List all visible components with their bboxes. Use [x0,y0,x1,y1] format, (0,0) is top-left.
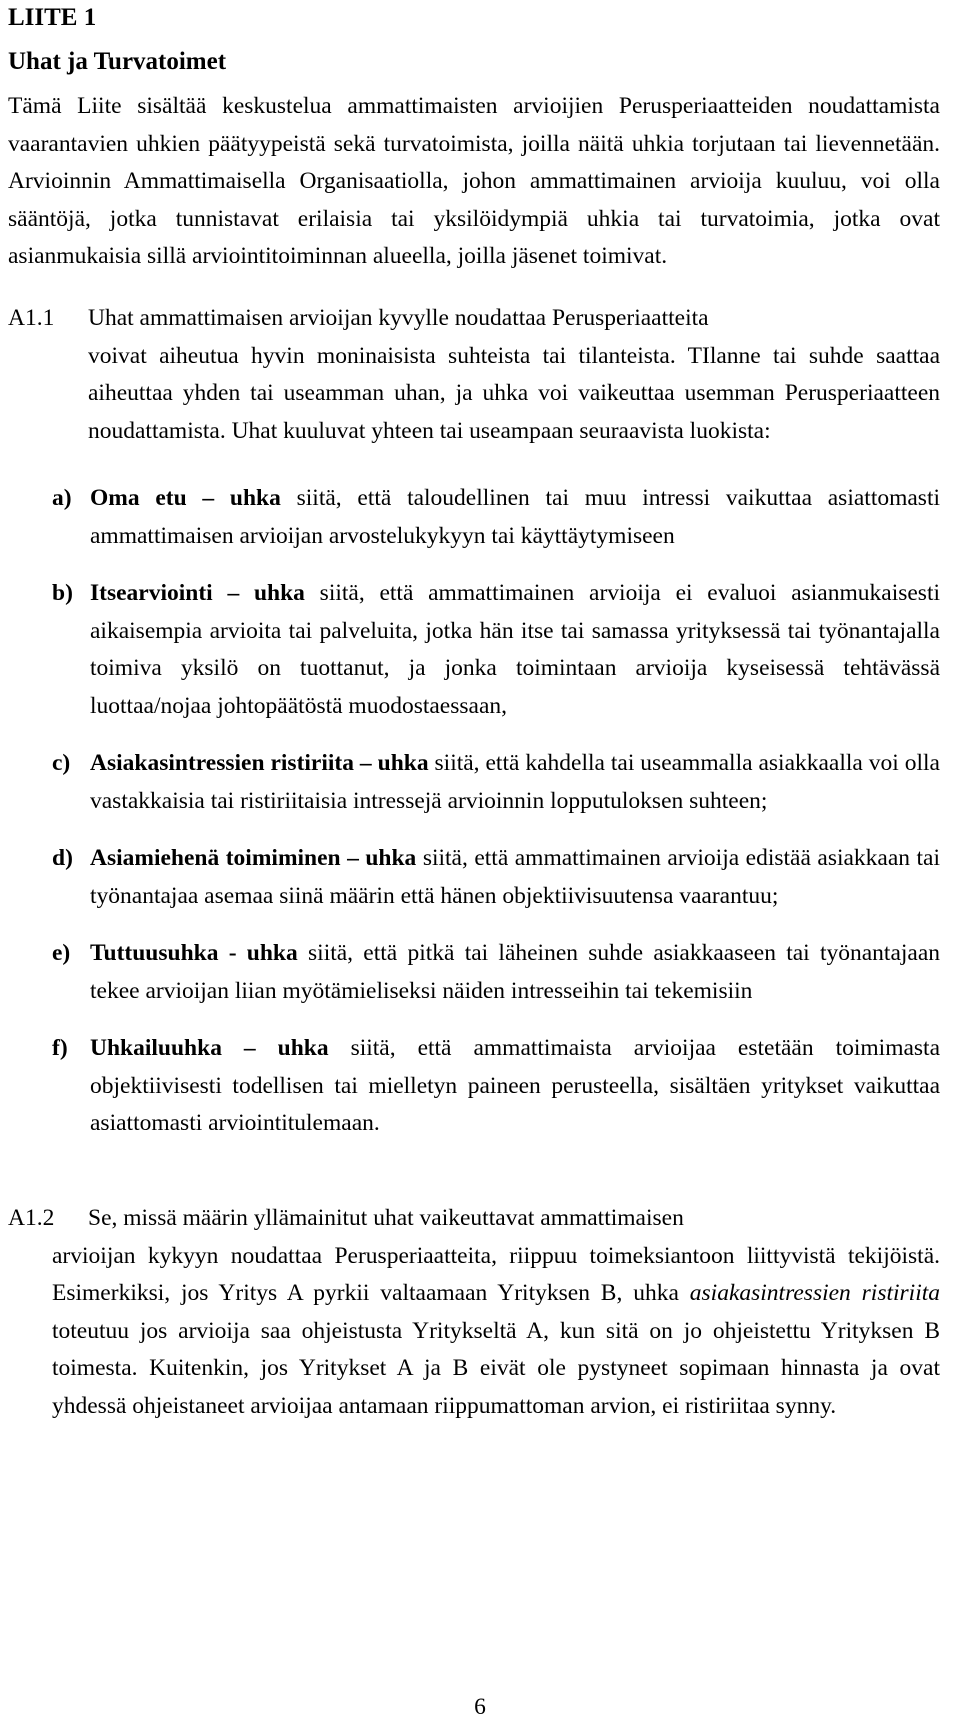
threat-item [52,575,940,725]
paragraph-text [8,1238,940,1426]
paragraph-a1-1 [8,300,940,450]
threat-list [52,480,940,1143]
threat-text: siitä, että kahdella tai useammalla asiakkaalla voi olla vastakkaisia tai ristiriitaisia intressejä arvioinnin lopputuloksen suhteen; [90,750,940,814]
threat-letter: a) [52,485,72,511]
threat-name: Asiamiehenä toimiminen – uhka [90,845,417,871]
threat-text: siitä, että pitkä tai läheinen suhde asiakkaaseen tai työnantajaan tekee arvioijan liian myötämieliseksi näiden intresseihin tai tekemisiin [90,940,941,1004]
threat-item [52,745,940,820]
threat-text: siitä, että ammattimaista arvioijaa estetään toimimasta objektiivisesti todellisen tai mielletyn paineen perusteella, sisältäen yritykset vaikuttaa asiattomasti arviointitulemaan. [90,1035,941,1136]
appendix-title: LIITE 1 [8,4,97,31]
threat-item [52,1030,940,1143]
threat-letter: e) [52,940,71,966]
paragraph-number: A1.2 [8,1205,55,1231]
threat-letter: f) [52,1035,68,1061]
paragraph-a1-2 [8,1200,940,1425]
threat-text: siitä, että ammattimainen arvioija ei evaluoi asianmukaisesti aikaisempia arvioita tai palveluita, jotka hän itse tai samassa yrityksessä tai työnantajalla toimiva yksilö on tuottanut, ja jonka toimintaan arvioija kyseisessä tehtävässä luottaa/nojaa johtopäätöstä muodostaessaan, [90,580,940,719]
section-heading: Uhat ja Turvatoimet [8,48,227,75]
threat-name: Asiakasintressien ristiriita – uhka [90,750,429,776]
paragraph-first-line: Uhat ammattimaisen arvioijan kyvylle noudattaa Perusperiaatteita [88,305,709,331]
threat-item [52,840,940,915]
page-number: 6 [474,1694,486,1720]
threat-item [52,480,940,555]
threat-name: Tuttuusuhka - uhka [90,940,298,966]
paragraph-text: voivat aiheutua hyvin moninaisista suhteista tai tilanteista. TIlanne tai suhde saattaa aiheuttaa yhden tai useamman uhan, ja uhka voi vaikeuttaa usemman Perusperiaatteen noudattamista. Uhat kuuluvat yhteen tai useampaan seuraavista luokista: [88,342,940,444]
paragraph-text-before: arvioijan kykyyn noudattaa Perusperiaatteita, riippuu toimeksiantoon liittyvistä tekijöistä. Esimerkiksi, jos Yritys A pyrkii valtaamaan Yrityksen B, uhka [52,1242,940,1306]
threat-text: siitä, että taloudellinen tai muu intressi vaikuttaa asiattomasti ammattimaisen arvioijan arvostelukykyyn tai käyttäytymiseen [90,485,941,549]
threat-letter: d) [52,845,73,871]
threat-letter: c) [52,750,71,776]
threat-item [52,935,940,1010]
intro-paragraph: Tämä Liite sisältää keskustelua ammattimaisten arvioijien Perusperiaatteiden noudattamista vaarantavien uhkien päätyypeistä sekä turvatoimista, joilla näitä uhkia torjutaan tai lievennetään. Arvioinnin Ammattimaisella Organisaatiolla, johon ammattimainen arvioija kuuluu, voi olla sääntöjä, jotka tunnistavat erilaisia tai yksilöidympiä uhkia tai turvatoimia, jotka ovat asianmukaisia sillä arviointitoiminnan alueella, joilla jäsenet toimivat. [8,93,940,269]
threat-letter: b) [52,580,73,606]
threat-text: siitä, että ammattimainen arvioija edistää asiakkaan tai työnantajaa asemaa siinä määrin että hänen objektiivisuutensa vaarantuu; [90,845,941,909]
threat-name: Itsearviointi – uhka [90,580,305,606]
emphasized-term: asiakasintressien ristiriita [689,1280,941,1306]
paragraph-text-after: toteutuu jos arvioija saa ohjeistusta Yritykseltä A, kun sitä on jo ohjeistettu Yrityksen B toimesta. Kuitenkin, jos Yritykset A ja B eivät ole pystyneet sopimaan hinnasta ja ovat yhdessä ohjeistaneet arvioijaa antamaan riippumattoman arvion, ei ristiriitaa synny. [52,1317,940,1419]
threat-name: Uhkailuuhka – uhka [90,1035,329,1061]
paragraph-first-line: Se, missä määrin yllämainitut uhat vaikeuttavat ammattimaisen [88,1205,684,1231]
threat-name: Oma etu – uhka [90,485,281,511]
paragraph-number: A1.1 [8,305,55,331]
